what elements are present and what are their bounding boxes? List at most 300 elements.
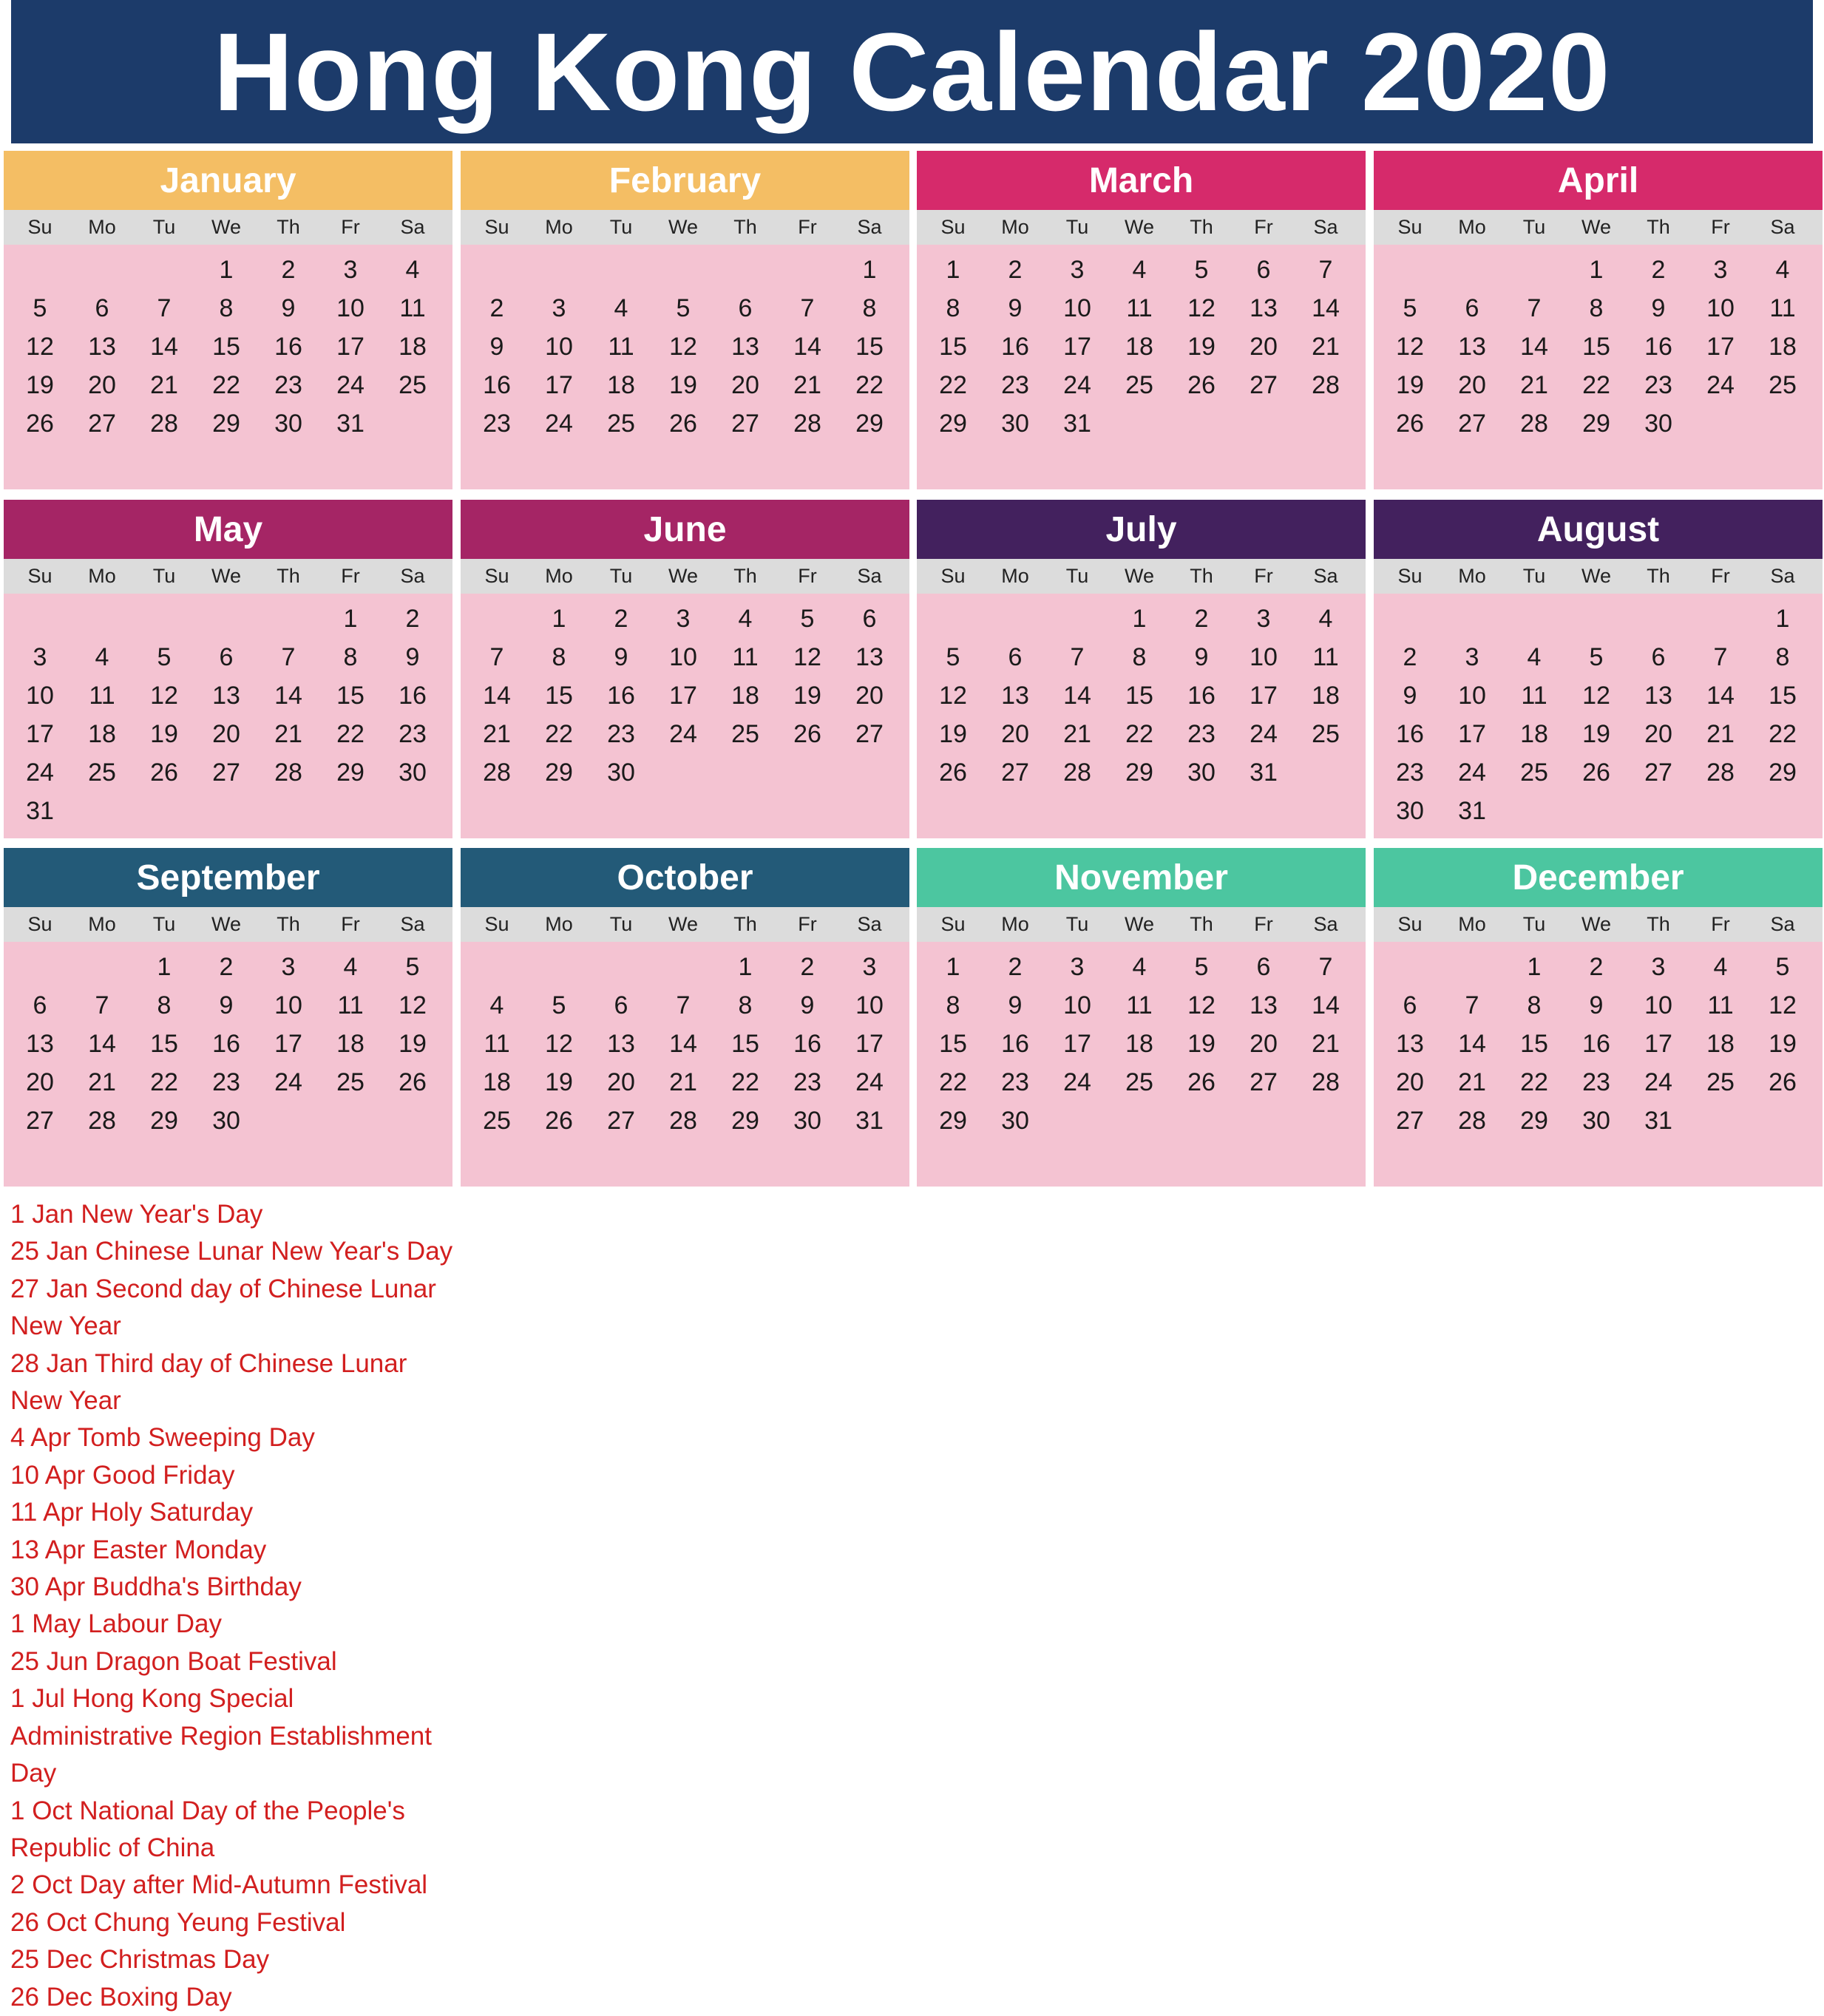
day-cell: 24 — [1706, 370, 1735, 399]
day-cell: 17 — [26, 719, 54, 748]
day-cell: 27 — [1250, 1068, 1278, 1096]
day-cell: 22 — [939, 1068, 967, 1096]
day-cell — [1233, 404, 1295, 443]
week-row — [461, 251, 909, 289]
day-cell: 10 — [1458, 681, 1486, 710]
day-cell: 28 — [793, 409, 821, 438]
week-row — [917, 638, 1366, 676]
day-cell: 4 — [1132, 952, 1147, 981]
day-cell: 11 — [1769, 293, 1796, 322]
week-row — [917, 366, 1366, 404]
weekday-label: Tu — [152, 913, 176, 935]
day-cell: 14 — [150, 332, 178, 361]
weekday-label: Mo — [1001, 216, 1029, 238]
week-row — [1374, 600, 1823, 638]
weekday-label: Mo — [1001, 565, 1029, 587]
day-cell: 26 — [939, 758, 967, 787]
day-cell: 17 — [1706, 332, 1735, 361]
day-cell — [195, 792, 257, 830]
holiday-line: 1 Jul Hong Kong Special — [10, 1684, 294, 1714]
day-cell: 23 — [274, 370, 302, 399]
day-cell — [922, 600, 984, 638]
day-cell: 21 — [88, 1068, 116, 1096]
weekday-header-row — [461, 907, 909, 942]
day-cell: 5 — [1194, 952, 1209, 981]
weekday-header-row — [917, 907, 1366, 942]
day-cell: 28 — [669, 1106, 697, 1135]
weekday-header-row — [461, 559, 909, 594]
day-cell: 5 — [405, 952, 420, 981]
day-cell: 12 — [939, 681, 967, 710]
day-cell: 8 — [1589, 293, 1604, 322]
day-cell: 4 — [405, 255, 420, 284]
day-cell: 16 — [1001, 332, 1029, 361]
day-grid — [4, 942, 452, 1140]
day-cell — [1689, 404, 1752, 443]
day-cell: 10 — [855, 991, 884, 1019]
day-cell: 2 — [1403, 642, 1417, 671]
day-cell: 27 — [26, 1106, 54, 1135]
day-cell: 8 — [1527, 991, 1542, 1019]
day-cell: 21 — [1312, 332, 1340, 361]
weekday-label: We — [1124, 913, 1154, 935]
day-cell: 15 — [150, 1029, 178, 1058]
weekday-label: Sa — [400, 913, 425, 935]
day-cell — [1752, 404, 1814, 443]
weekday-label: Su — [1397, 216, 1423, 238]
day-cell — [1379, 251, 1441, 289]
day-cell: 16 — [793, 1029, 821, 1058]
day-cell: 13 — [607, 1029, 635, 1058]
day-cell: 17 — [1063, 1029, 1091, 1058]
day-cell: 2 — [1651, 255, 1666, 284]
day-cell: 7 — [676, 991, 691, 1019]
day-cell: 26 — [669, 409, 697, 438]
month-name: September — [4, 848, 452, 907]
day-cell: 20 — [731, 370, 759, 399]
day-cell: 27 — [1250, 370, 1278, 399]
day-cell: 27 — [731, 409, 759, 438]
weekday-label: Th — [277, 565, 300, 587]
day-cell: 22 — [1125, 719, 1153, 748]
day-cell: 6 — [219, 642, 234, 671]
day-cell: 19 — [793, 681, 821, 710]
day-cell: 1 — [862, 255, 877, 284]
day-cell: 13 — [1250, 293, 1278, 322]
day-cell: 29 — [855, 409, 884, 438]
weekday-label: Mo — [545, 913, 573, 935]
week-row — [1374, 638, 1823, 676]
month-name: February — [461, 151, 909, 210]
day-cell: 15 — [1582, 332, 1610, 361]
day-cell: 27 — [607, 1106, 635, 1135]
holiday-line: 28 Jan Third day of Chinese Lunar — [10, 1348, 407, 1378]
day-cell: 25 — [336, 1068, 365, 1096]
day-cell — [1441, 600, 1503, 638]
day-cell: 1 — [219, 255, 234, 284]
day-cell: 12 — [399, 991, 427, 1019]
day-cell: 15 — [1769, 681, 1797, 710]
weekday-label: Mo — [545, 216, 573, 238]
day-cell: 15 — [1520, 1029, 1548, 1058]
day-cell: 30 — [1001, 1106, 1029, 1135]
day-cell: 18 — [607, 370, 635, 399]
day-cell: 12 — [1187, 991, 1216, 1019]
day-cell: 24 — [1063, 1068, 1091, 1096]
day-cell: 4 — [95, 642, 109, 671]
day-cell: 8 — [343, 642, 358, 671]
day-cell: 17 — [855, 1029, 884, 1058]
day-cell: 13 — [1250, 991, 1278, 1019]
day-cell: 4 — [1775, 255, 1790, 284]
day-cell: 31 — [855, 1106, 884, 1135]
week-row — [4, 753, 452, 792]
week-row — [1374, 1063, 1823, 1102]
weekday-label: Sa — [857, 216, 882, 238]
day-cell — [71, 948, 133, 986]
day-cell: 9 — [1589, 991, 1604, 1019]
month-april — [1374, 151, 1823, 489]
day-cell: 16 — [1001, 1029, 1029, 1058]
weekday-label: Th — [733, 565, 757, 587]
day-cell: 16 — [1187, 681, 1216, 710]
week-row — [4, 792, 452, 830]
week-row — [4, 251, 452, 289]
day-cell: 30 — [1644, 409, 1672, 438]
week-row — [1374, 366, 1823, 404]
day-cell: 14 — [1520, 332, 1548, 361]
weekday-label: Mo — [1001, 913, 1029, 935]
day-cell: 3 — [33, 642, 47, 671]
day-cell: 6 — [862, 604, 877, 633]
day-cell: 14 — [483, 681, 511, 710]
weekday-label: Tu — [609, 913, 633, 935]
day-cell: 11 — [1312, 642, 1339, 671]
weekday-label: We — [1581, 913, 1611, 935]
weekday-label: Tu — [1065, 565, 1089, 587]
weekday-label: Sa — [1313, 216, 1338, 238]
day-cell — [1108, 1102, 1170, 1140]
day-cell: 21 — [1063, 719, 1091, 748]
weekday-label: Fr — [341, 565, 360, 587]
day-cell — [1752, 1102, 1814, 1140]
week-row — [1374, 986, 1823, 1025]
weekday-header-row — [1374, 559, 1823, 594]
day-cell — [1170, 404, 1233, 443]
day-cell: 7 — [1070, 642, 1085, 671]
day-cell: 28 — [88, 1106, 116, 1135]
day-cell: 12 — [669, 332, 697, 361]
holiday-line: 2 Oct Day after Mid-Autumn Festival — [10, 1870, 428, 1900]
day-cell — [1689, 600, 1752, 638]
day-cell: 7 — [800, 293, 815, 322]
day-cell — [1565, 792, 1627, 830]
weekday-label: Th — [277, 216, 300, 238]
day-cell — [71, 792, 133, 830]
holiday-line: Day — [10, 1759, 57, 1788]
day-cell — [319, 792, 382, 830]
weekday-label: Sa — [1770, 216, 1795, 238]
day-cell: 14 — [274, 681, 302, 710]
day-cell: 11 — [399, 293, 426, 322]
day-cell: 22 — [1582, 370, 1610, 399]
day-cell — [1379, 948, 1441, 986]
day-cell — [838, 753, 901, 792]
day-cell: 26 — [1396, 409, 1424, 438]
day-cell: 5 — [157, 642, 172, 671]
weekday-label: Sa — [857, 913, 882, 935]
weekday-label: Th — [1647, 913, 1670, 935]
day-cell: 19 — [1769, 1029, 1797, 1058]
day-cell: 16 — [399, 681, 427, 710]
day-cell: 3 — [862, 952, 877, 981]
day-cell: 2 — [281, 255, 296, 284]
holiday-line: 26 Oct Chung Yeung Festival — [10, 1907, 346, 1937]
day-cell: 19 — [1582, 719, 1610, 748]
day-cell: 26 — [1187, 370, 1216, 399]
day-cell: 12 — [150, 681, 178, 710]
day-cell: 24 — [545, 409, 573, 438]
week-row — [4, 986, 452, 1025]
day-cell: 7 — [1465, 991, 1479, 1019]
day-cell: 30 — [607, 758, 635, 787]
weekday-label: Su — [484, 913, 509, 935]
day-cell — [1046, 1102, 1108, 1140]
weekday-label: Th — [733, 913, 757, 935]
day-cell: 9 — [281, 293, 296, 322]
day-cell: 12 — [1582, 681, 1610, 710]
weekday-label: Mo — [545, 565, 573, 587]
day-cell: 3 — [281, 952, 296, 981]
day-cell — [382, 404, 444, 443]
day-cell: 12 — [1187, 293, 1216, 322]
day-cell: 1 — [946, 952, 960, 981]
day-cell: 23 — [1644, 370, 1672, 399]
weekday-header-row — [1374, 907, 1823, 942]
weekday-label: Su — [27, 913, 52, 935]
weekday-label: Th — [1190, 216, 1213, 238]
day-cell: 12 — [1396, 332, 1424, 361]
week-row — [461, 948, 909, 986]
day-cell: 25 — [607, 409, 635, 438]
day-cell: 6 — [1256, 952, 1271, 981]
weekday-label: Fr — [341, 216, 360, 238]
weekday-label: Su — [27, 565, 52, 587]
day-cell: 1 — [157, 952, 172, 981]
day-cell — [319, 1102, 382, 1140]
weekday-label: Tu — [1065, 913, 1089, 935]
day-grid — [917, 594, 1366, 792]
week-row — [4, 404, 452, 443]
day-cell: 20 — [1001, 719, 1029, 748]
day-cell: 30 — [212, 1106, 240, 1135]
day-cell: 28 — [1458, 1106, 1486, 1135]
day-cell: 9 — [489, 332, 504, 361]
day-grid — [461, 245, 909, 443]
day-cell — [776, 251, 838, 289]
day-cell — [71, 600, 133, 638]
day-cell: 11 — [1707, 991, 1734, 1019]
day-cell — [466, 251, 528, 289]
day-cell: 11 — [89, 681, 115, 710]
day-cell: 8 — [946, 293, 960, 322]
day-cell: 10 — [545, 332, 573, 361]
day-cell: 17 — [545, 370, 573, 399]
day-cell: 23 — [1001, 370, 1029, 399]
weekday-label: Su — [1397, 565, 1423, 587]
day-cell: 9 — [219, 991, 234, 1019]
day-cell — [1108, 404, 1170, 443]
day-cell: 26 — [1582, 758, 1610, 787]
day-cell: 10 — [26, 681, 54, 710]
week-row — [4, 1063, 452, 1102]
day-cell: 14 — [669, 1029, 697, 1058]
day-cell: 13 — [731, 332, 759, 361]
day-cell — [652, 753, 714, 792]
week-row — [4, 715, 452, 753]
holiday-line: 27 Jan Second day of Chinese Lunar — [10, 1274, 436, 1303]
week-row — [4, 948, 452, 986]
month-name: July — [917, 500, 1366, 559]
holiday-list — [10, 1196, 528, 2016]
day-cell: 10 — [1250, 642, 1278, 671]
day-cell: 20 — [1250, 332, 1278, 361]
day-cell: 25 — [1125, 370, 1153, 399]
day-cell: 10 — [1063, 991, 1091, 1019]
day-cell: 3 — [1465, 642, 1479, 671]
day-cell: 13 — [26, 1029, 54, 1058]
day-cell — [1233, 1102, 1295, 1140]
day-cell — [1503, 792, 1565, 830]
weekday-label: Sa — [857, 565, 882, 587]
day-cell: 30 — [274, 409, 302, 438]
day-cell: 20 — [88, 370, 116, 399]
holiday-line: 11 Apr Holy Saturday — [10, 1498, 254, 1527]
day-cell: 17 — [1644, 1029, 1672, 1058]
day-cell: 17 — [669, 681, 697, 710]
weekday-label: Su — [484, 565, 509, 587]
weekday-label: We — [668, 913, 698, 935]
day-cell: 10 — [1644, 991, 1672, 1019]
day-cell — [1046, 600, 1108, 638]
holiday-line: 26 Dec Boxing Day — [10, 1982, 232, 2012]
day-cell: 22 — [150, 1068, 178, 1096]
weekday-header-row — [1374, 210, 1823, 245]
day-cell: 19 — [669, 370, 697, 399]
month-name: November — [917, 848, 1366, 907]
week-row — [461, 715, 909, 753]
holiday-line: 1 May Labour Day — [10, 1609, 222, 1639]
weekday-label: Sa — [1770, 565, 1795, 587]
day-cell: 16 — [1644, 332, 1672, 361]
day-cell: 7 — [1318, 952, 1333, 981]
holiday-line: 4 Apr Tomb Sweeping Day — [10, 1423, 315, 1453]
weekday-label: Mo — [1458, 913, 1486, 935]
day-cell: 13 — [855, 642, 884, 671]
day-cell: 19 — [1396, 370, 1424, 399]
day-cell: 16 — [1396, 719, 1424, 748]
weekday-label: Tu — [1522, 913, 1546, 935]
week-row — [917, 289, 1366, 327]
day-cell: 23 — [212, 1068, 240, 1096]
day-cell — [1689, 1102, 1752, 1140]
weekday-label: Fr — [1711, 913, 1730, 935]
month-name: March — [917, 151, 1366, 210]
day-cell: 23 — [607, 719, 635, 748]
day-cell: 8 — [946, 991, 960, 1019]
holiday-line: 25 Jun Dragon Boat Festival — [10, 1646, 337, 1676]
day-cell: 8 — [862, 293, 877, 322]
day-cell: 19 — [1187, 332, 1216, 361]
month-name: June — [461, 500, 909, 559]
day-cell: 18 — [399, 332, 427, 361]
day-cell: 4 — [489, 991, 504, 1019]
day-cell: 6 — [614, 991, 628, 1019]
day-cell: 14 — [1312, 293, 1340, 322]
day-cell: 18 — [1312, 681, 1340, 710]
day-cell: 14 — [1706, 681, 1735, 710]
day-cell: 30 — [1396, 796, 1424, 825]
week-row — [1374, 715, 1823, 753]
day-cell: 18 — [88, 719, 116, 748]
day-cell: 19 — [150, 719, 178, 748]
weekday-label: Fr — [1711, 216, 1730, 238]
day-cell: 4 — [1132, 255, 1147, 284]
month-july — [917, 500, 1366, 838]
day-cell — [133, 792, 195, 830]
day-cell: 29 — [731, 1106, 759, 1135]
day-cell: 20 — [212, 719, 240, 748]
week-row — [917, 1063, 1366, 1102]
day-cell: 6 — [738, 293, 753, 322]
day-cell: 28 — [1312, 1068, 1340, 1096]
weekday-label: Su — [1397, 913, 1423, 935]
day-cell: 22 — [939, 370, 967, 399]
week-row — [461, 1063, 909, 1102]
day-cell: 17 — [1063, 332, 1091, 361]
day-cell: 27 — [1001, 758, 1029, 787]
day-cell: 3 — [1070, 952, 1085, 981]
day-cell — [9, 251, 71, 289]
month-name: April — [1374, 151, 1823, 210]
day-cell: 4 — [1527, 642, 1542, 671]
week-row — [1374, 948, 1823, 986]
day-cell: 21 — [1520, 370, 1548, 399]
day-cell: 14 — [1458, 1029, 1486, 1058]
week-row — [461, 753, 909, 792]
weekday-label: We — [211, 565, 241, 587]
day-cell: 29 — [1582, 409, 1610, 438]
day-cell: 21 — [274, 719, 302, 748]
weekday-label: We — [1124, 565, 1154, 587]
day-cell: 11 — [1521, 681, 1547, 710]
day-cell: 2 — [405, 604, 420, 633]
day-cell: 7 — [157, 293, 172, 322]
day-cell: 14 — [1312, 991, 1340, 1019]
weekday-label: We — [1581, 565, 1611, 587]
day-cell: 1 — [1589, 255, 1604, 284]
day-cell: 25 — [1312, 719, 1340, 748]
day-cell: 15 — [939, 1029, 967, 1058]
weekday-label: Su — [940, 565, 966, 587]
day-cell — [1295, 753, 1357, 792]
week-row — [917, 676, 1366, 715]
weekday-label: Fr — [341, 913, 360, 935]
day-cell — [984, 600, 1046, 638]
week-row — [461, 366, 909, 404]
weekday-label: Fr — [1254, 913, 1273, 935]
weekday-label: Mo — [88, 216, 116, 238]
